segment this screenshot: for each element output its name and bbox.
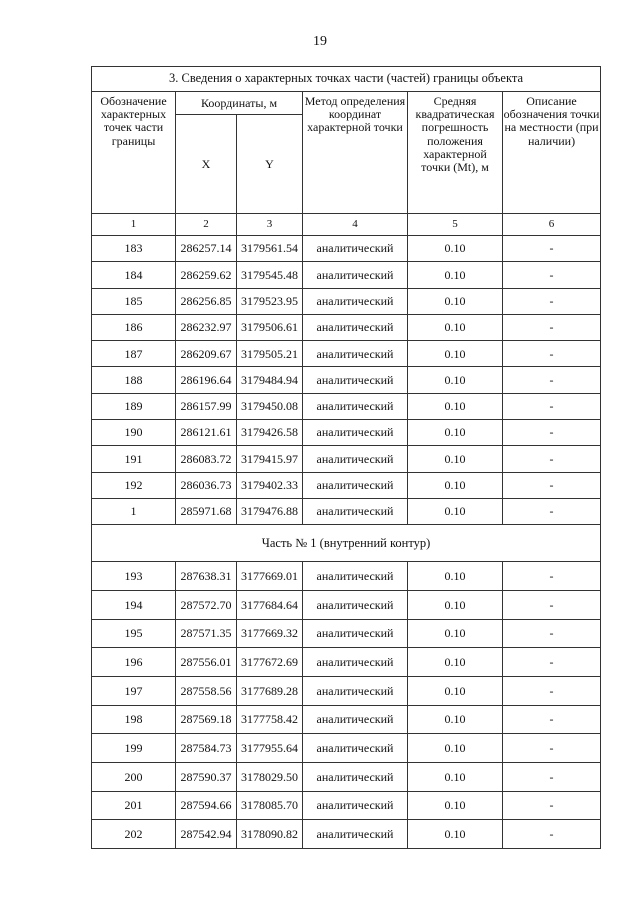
table-row <box>92 590 601 619</box>
coord-x-cell: 287571.35 <box>176 619 237 648</box>
method-cell: аналитический <box>303 393 408 419</box>
method-cell: аналитический <box>303 763 408 792</box>
description-cell: - <box>503 498 601 524</box>
header-designation: Обозначение характерных точек части границы <box>92 92 176 214</box>
coord-y-cell: 3179484.94 <box>237 367 303 393</box>
table-row <box>92 705 601 734</box>
header-coordinates: Координаты, м <box>176 92 303 115</box>
method-cell: аналитический <box>303 734 408 763</box>
point-id-cell: 183 <box>92 236 176 262</box>
error-cell: 0.10 <box>408 314 503 340</box>
error-cell: 0.10 <box>408 236 503 262</box>
part-row <box>92 525 601 562</box>
table-row <box>92 262 601 288</box>
method-cell: аналитический <box>303 367 408 393</box>
coord-y-cell: 3179523.95 <box>237 288 303 314</box>
error-cell: 0.10 <box>408 705 503 734</box>
table-row <box>92 619 601 648</box>
table-row <box>92 791 601 820</box>
description-cell: - <box>503 763 601 792</box>
coord-y-cell: 3179426.58 <box>237 420 303 446</box>
table-row <box>92 498 601 524</box>
error-cell: 0.10 <box>408 341 503 367</box>
coord-x-cell: 287569.18 <box>176 705 237 734</box>
column-number: 5 <box>408 214 503 236</box>
description-cell: - <box>503 236 601 262</box>
table-row <box>92 288 601 314</box>
description-cell: - <box>503 648 601 677</box>
header-y: Y <box>237 115 303 214</box>
table-row <box>92 314 601 340</box>
error-cell: 0.10 <box>408 763 503 792</box>
method-cell: аналитический <box>303 648 408 677</box>
section-title: 3. Сведения о характерных точках части (частей) границы объекта <box>92 67 601 92</box>
table-row <box>92 472 601 498</box>
description-cell: - <box>503 619 601 648</box>
coord-y-cell: 3179561.54 <box>237 236 303 262</box>
point-id-cell: 195 <box>92 619 176 648</box>
coord-x-cell: 286036.73 <box>176 472 237 498</box>
coord-y-cell: 3179415.97 <box>237 446 303 472</box>
table-row <box>92 562 601 591</box>
point-id-cell: 1 <box>92 498 176 524</box>
coord-y-cell: 3179402.33 <box>237 472 303 498</box>
coord-x-cell: 286232.97 <box>176 314 237 340</box>
method-cell: аналитический <box>303 446 408 472</box>
point-id-cell: 189 <box>92 393 176 419</box>
point-id-cell: 199 <box>92 734 176 763</box>
method-cell: аналитический <box>303 619 408 648</box>
column-number: 1 <box>92 214 176 236</box>
coord-x-cell: 287556.01 <box>176 648 237 677</box>
table-row <box>92 734 601 763</box>
coord-x-cell: 286121.61 <box>176 420 237 446</box>
coord-x-cell: 287584.73 <box>176 734 237 763</box>
description-cell: - <box>503 562 601 591</box>
coord-x-cell: 287590.37 <box>176 763 237 792</box>
point-id-cell: 185 <box>92 288 176 314</box>
error-cell: 0.10 <box>408 288 503 314</box>
point-id-cell: 202 <box>92 820 176 849</box>
method-cell: аналитический <box>303 314 408 340</box>
coord-x-cell: 287542.94 <box>176 820 237 849</box>
point-id-cell: 186 <box>92 314 176 340</box>
coord-y-cell: 3179450.08 <box>237 393 303 419</box>
method-cell: аналитический <box>303 262 408 288</box>
description-cell: - <box>503 420 601 446</box>
coord-y-cell: 3177672.69 <box>237 648 303 677</box>
coord-y-cell: 3179545.48 <box>237 262 303 288</box>
table-row <box>92 820 601 849</box>
description-cell: - <box>503 367 601 393</box>
error-cell: 0.10 <box>408 791 503 820</box>
part-label: Часть № 1 (внутренний контур) <box>92 525 601 562</box>
coord-x-cell: 286157.99 <box>176 393 237 419</box>
point-id-cell: 193 <box>92 562 176 591</box>
error-cell: 0.10 <box>408 648 503 677</box>
table-row <box>92 648 601 677</box>
coord-x-cell: 287594.66 <box>176 791 237 820</box>
point-id-cell: 188 <box>92 367 176 393</box>
table-row <box>92 236 601 262</box>
method-cell: аналитический <box>303 677 408 706</box>
description-cell: - <box>503 341 601 367</box>
description-cell: - <box>503 677 601 706</box>
header-error: Средняя квадратическая погрешность положения характерной точки (Mt), м <box>408 92 503 214</box>
column-number: 3 <box>237 214 303 236</box>
description-cell: - <box>503 262 601 288</box>
error-cell: 0.10 <box>408 677 503 706</box>
description-cell: - <box>503 446 601 472</box>
method-cell: аналитический <box>303 590 408 619</box>
coord-y-cell: 3178085.70 <box>237 791 303 820</box>
coord-y-cell: 3177689.28 <box>237 677 303 706</box>
point-id-cell: 190 <box>92 420 176 446</box>
method-cell: аналитический <box>303 562 408 591</box>
error-cell: 0.10 <box>408 734 503 763</box>
method-cell: аналитический <box>303 341 408 367</box>
method-cell: аналитический <box>303 705 408 734</box>
coord-y-cell: 3177669.01 <box>237 562 303 591</box>
error-cell: 0.10 <box>408 393 503 419</box>
coord-x-cell: 287638.31 <box>176 562 237 591</box>
coord-x-cell: 286257.14 <box>176 236 237 262</box>
description-cell: - <box>503 820 601 849</box>
point-id-cell: 184 <box>92 262 176 288</box>
coord-x-cell: 286209.67 <box>176 341 237 367</box>
coord-x-cell: 285971.68 <box>176 498 237 524</box>
method-cell: аналитический <box>303 236 408 262</box>
method-cell: аналитический <box>303 820 408 849</box>
table-row <box>92 763 601 792</box>
point-id-cell: 201 <box>92 791 176 820</box>
page-number: 19 <box>313 34 327 49</box>
error-cell: 0.10 <box>408 262 503 288</box>
table-row <box>92 367 601 393</box>
error-cell: 0.10 <box>408 367 503 393</box>
table-row <box>92 446 601 472</box>
method-cell: аналитический <box>303 472 408 498</box>
coord-x-cell: 286259.62 <box>176 262 237 288</box>
error-cell: 0.10 <box>408 498 503 524</box>
error-cell: 0.10 <box>408 472 503 498</box>
column-number: 2 <box>176 214 237 236</box>
coord-x-cell: 286196.64 <box>176 367 237 393</box>
point-id-cell: 200 <box>92 763 176 792</box>
coord-y-cell: 3177684.64 <box>237 590 303 619</box>
error-cell: 0.10 <box>408 562 503 591</box>
error-cell: 0.10 <box>408 619 503 648</box>
table-row <box>92 393 601 419</box>
coord-y-cell: 3179476.88 <box>237 498 303 524</box>
point-id-cell: 196 <box>92 648 176 677</box>
coord-y-cell: 3178029.50 <box>237 763 303 792</box>
method-cell: аналитический <box>303 498 408 524</box>
point-id-cell: 194 <box>92 590 176 619</box>
error-cell: 0.10 <box>408 446 503 472</box>
coord-y-cell: 3177955.64 <box>237 734 303 763</box>
error-cell: 0.10 <box>408 820 503 849</box>
error-cell: 0.10 <box>408 590 503 619</box>
point-id-cell: 191 <box>92 446 176 472</box>
coord-x-cell: 287558.56 <box>176 677 237 706</box>
point-id-cell: 192 <box>92 472 176 498</box>
header-description: Описание обозначения точки на местности (при наличии) <box>503 92 601 214</box>
description-cell: - <box>503 288 601 314</box>
description-cell: - <box>503 590 601 619</box>
coord-y-cell: 3177669.32 <box>237 619 303 648</box>
point-id-cell: 198 <box>92 705 176 734</box>
coord-y-cell: 3179505.21 <box>237 341 303 367</box>
description-cell: - <box>503 705 601 734</box>
column-numbers-row <box>92 214 601 236</box>
coord-y-cell: 3179506.61 <box>237 314 303 340</box>
description-cell: - <box>503 791 601 820</box>
description-cell: - <box>503 314 601 340</box>
method-cell: аналитический <box>303 791 408 820</box>
coord-x-cell: 287572.70 <box>176 590 237 619</box>
coord-x-cell: 286083.72 <box>176 446 237 472</box>
description-cell: - <box>503 393 601 419</box>
method-cell: аналитический <box>303 288 408 314</box>
error-cell: 0.10 <box>408 420 503 446</box>
point-id-cell: 197 <box>92 677 176 706</box>
method-cell: аналитический <box>303 420 408 446</box>
header-x: X <box>176 115 237 214</box>
header-method: Метод определения координат характерной точки <box>303 92 408 214</box>
description-cell: - <box>503 472 601 498</box>
coord-y-cell: 3178090.82 <box>237 820 303 849</box>
coord-y-cell: 3177758.42 <box>237 705 303 734</box>
table-row <box>92 420 601 446</box>
table-row <box>92 677 601 706</box>
table-row <box>92 341 601 367</box>
boundary-points-table <box>91 66 601 849</box>
coord-x-cell: 286256.85 <box>176 288 237 314</box>
column-number: 4 <box>303 214 408 236</box>
column-number: 6 <box>503 214 601 236</box>
description-cell: - <box>503 734 601 763</box>
point-id-cell: 187 <box>92 341 176 367</box>
